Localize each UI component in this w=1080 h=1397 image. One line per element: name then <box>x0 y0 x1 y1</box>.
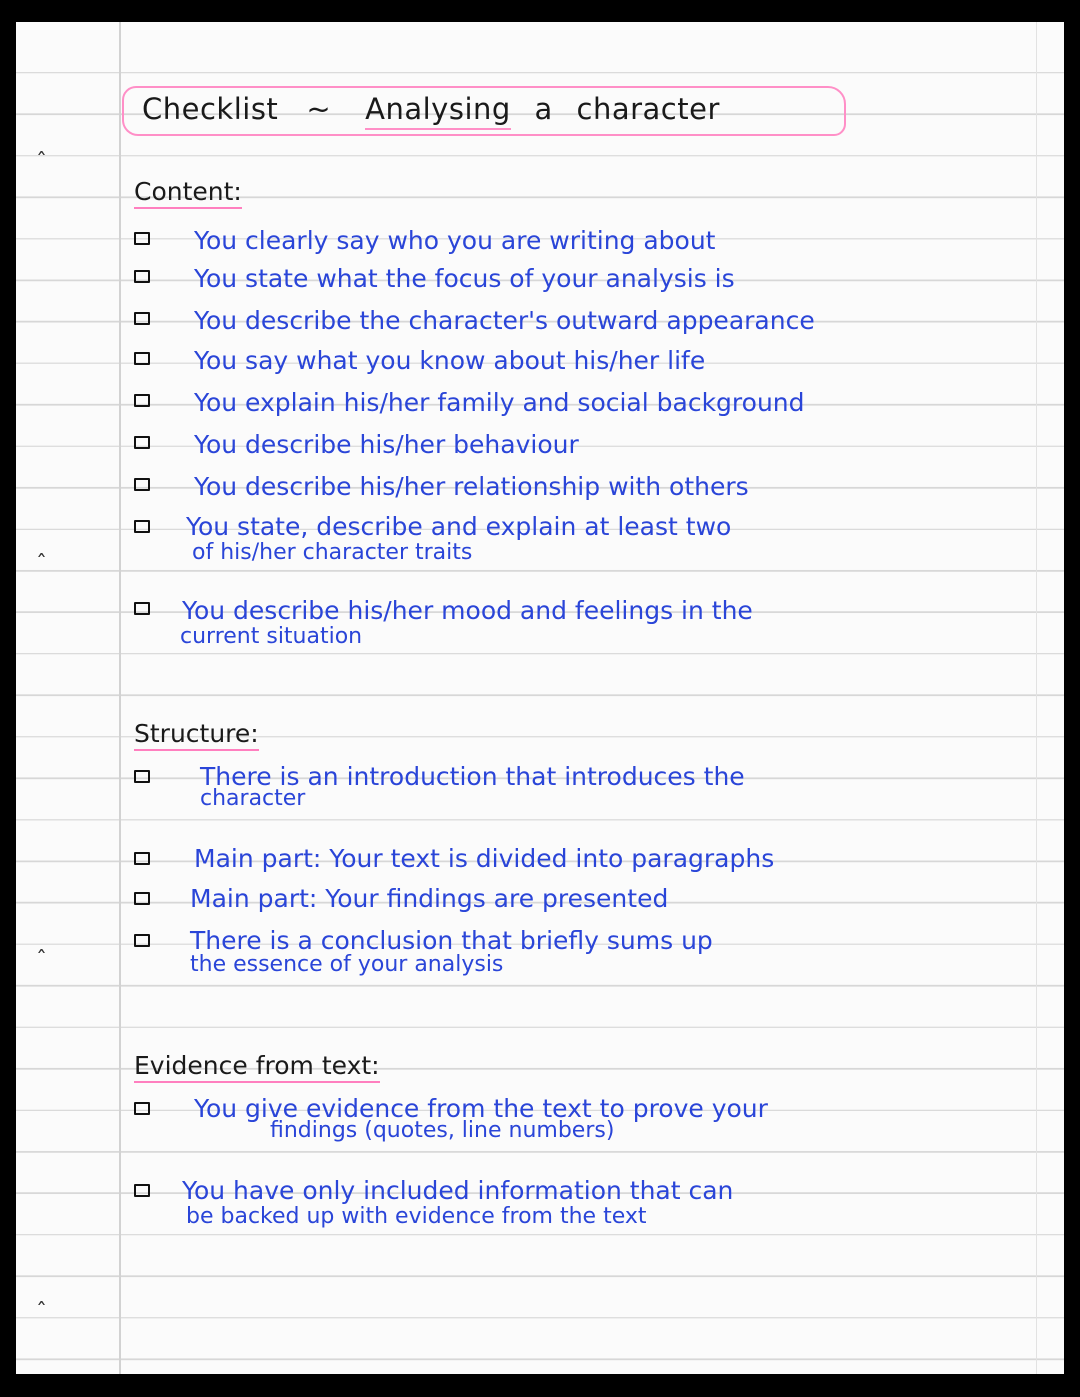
item-text: You have only included information that can <box>182 1176 734 1205</box>
checkbox-icon[interactable] <box>134 852 150 865</box>
item-text: You state what the focus of your analysis is <box>194 264 735 293</box>
item-text: You describe his/her relationship with others <box>194 472 749 501</box>
item-text-continued: current situation <box>180 624 363 649</box>
page-title-box <box>122 86 846 136</box>
item-text-continued: of his/her character traits <box>192 540 473 565</box>
right-margin-line <box>1036 22 1037 1374</box>
item-text: Main part: Your findings are presented <box>190 884 669 913</box>
checkbox-icon[interactable] <box>134 270 150 283</box>
checkbox-icon[interactable] <box>134 892 150 905</box>
item-text: There is an introduction that introduces the <box>200 762 745 791</box>
checkbox-icon[interactable] <box>134 1102 150 1115</box>
checkbox-icon[interactable] <box>134 520 150 533</box>
checkbox-icon[interactable] <box>134 232 150 245</box>
item-text-continued: be backed up with evidence from the text <box>186 1204 647 1229</box>
item-text: You say what you know about his/her life <box>194 346 706 375</box>
item-text-continued: the essence of your analysis <box>190 952 504 977</box>
item-text-continued: findings (quotes, line numbers) <box>270 1118 615 1143</box>
item-text: You give evidence from the text to prove your <box>194 1094 768 1123</box>
binder-hole-mark: ˆ <box>36 552 47 577</box>
checkbox-icon[interactable] <box>134 312 150 325</box>
checkbox-icon[interactable] <box>134 770 150 783</box>
item-text: You describe his/her behaviour <box>194 430 579 459</box>
checkbox-icon[interactable] <box>134 1184 150 1197</box>
checkbox-icon[interactable] <box>134 352 150 365</box>
bottom-black-bar <box>0 1374 1080 1397</box>
content-heading: Content: <box>134 178 242 209</box>
checkbox-icon[interactable] <box>134 394 150 407</box>
item-text: You explain his/her family and social background <box>194 388 805 417</box>
title-tilde: ~ <box>306 92 332 126</box>
item-text: You describe his/her mood and feelings in the <box>182 596 753 625</box>
item-text: You clearly say who you are writing about <box>194 226 716 255</box>
title-word-a: a <box>534 92 553 126</box>
binder-hole-mark: ˆ <box>36 1300 47 1325</box>
item-text: There is a conclusion that briefly sums up <box>190 926 713 955</box>
structure-heading: Structure: <box>134 720 259 751</box>
item-text-continued: character <box>200 786 306 811</box>
lined-paper-page <box>16 22 1064 1374</box>
checkbox-icon[interactable] <box>134 436 150 449</box>
binder-hole-mark: ˆ <box>36 150 47 175</box>
title-word-checklist: Checklist <box>142 92 279 126</box>
title-word-analysing: Analysing <box>365 92 511 130</box>
binder-hole-mark: ˆ <box>36 948 47 973</box>
item-text: You describe the character's outward appearance <box>194 306 815 335</box>
item-text: Main part: Your text is divided into paragraphs <box>194 844 775 873</box>
top-black-bar <box>0 0 1080 22</box>
evidence-heading: Evidence from text: <box>134 1052 380 1083</box>
checkbox-icon[interactable] <box>134 934 150 947</box>
item-text: You state, describe and explain at least two <box>186 512 732 541</box>
checkbox-icon[interactable] <box>134 602 150 615</box>
page-title <box>142 92 720 126</box>
margin-line <box>119 22 121 1374</box>
title-word-character: character <box>576 92 720 126</box>
checkbox-icon[interactable] <box>134 478 150 491</box>
